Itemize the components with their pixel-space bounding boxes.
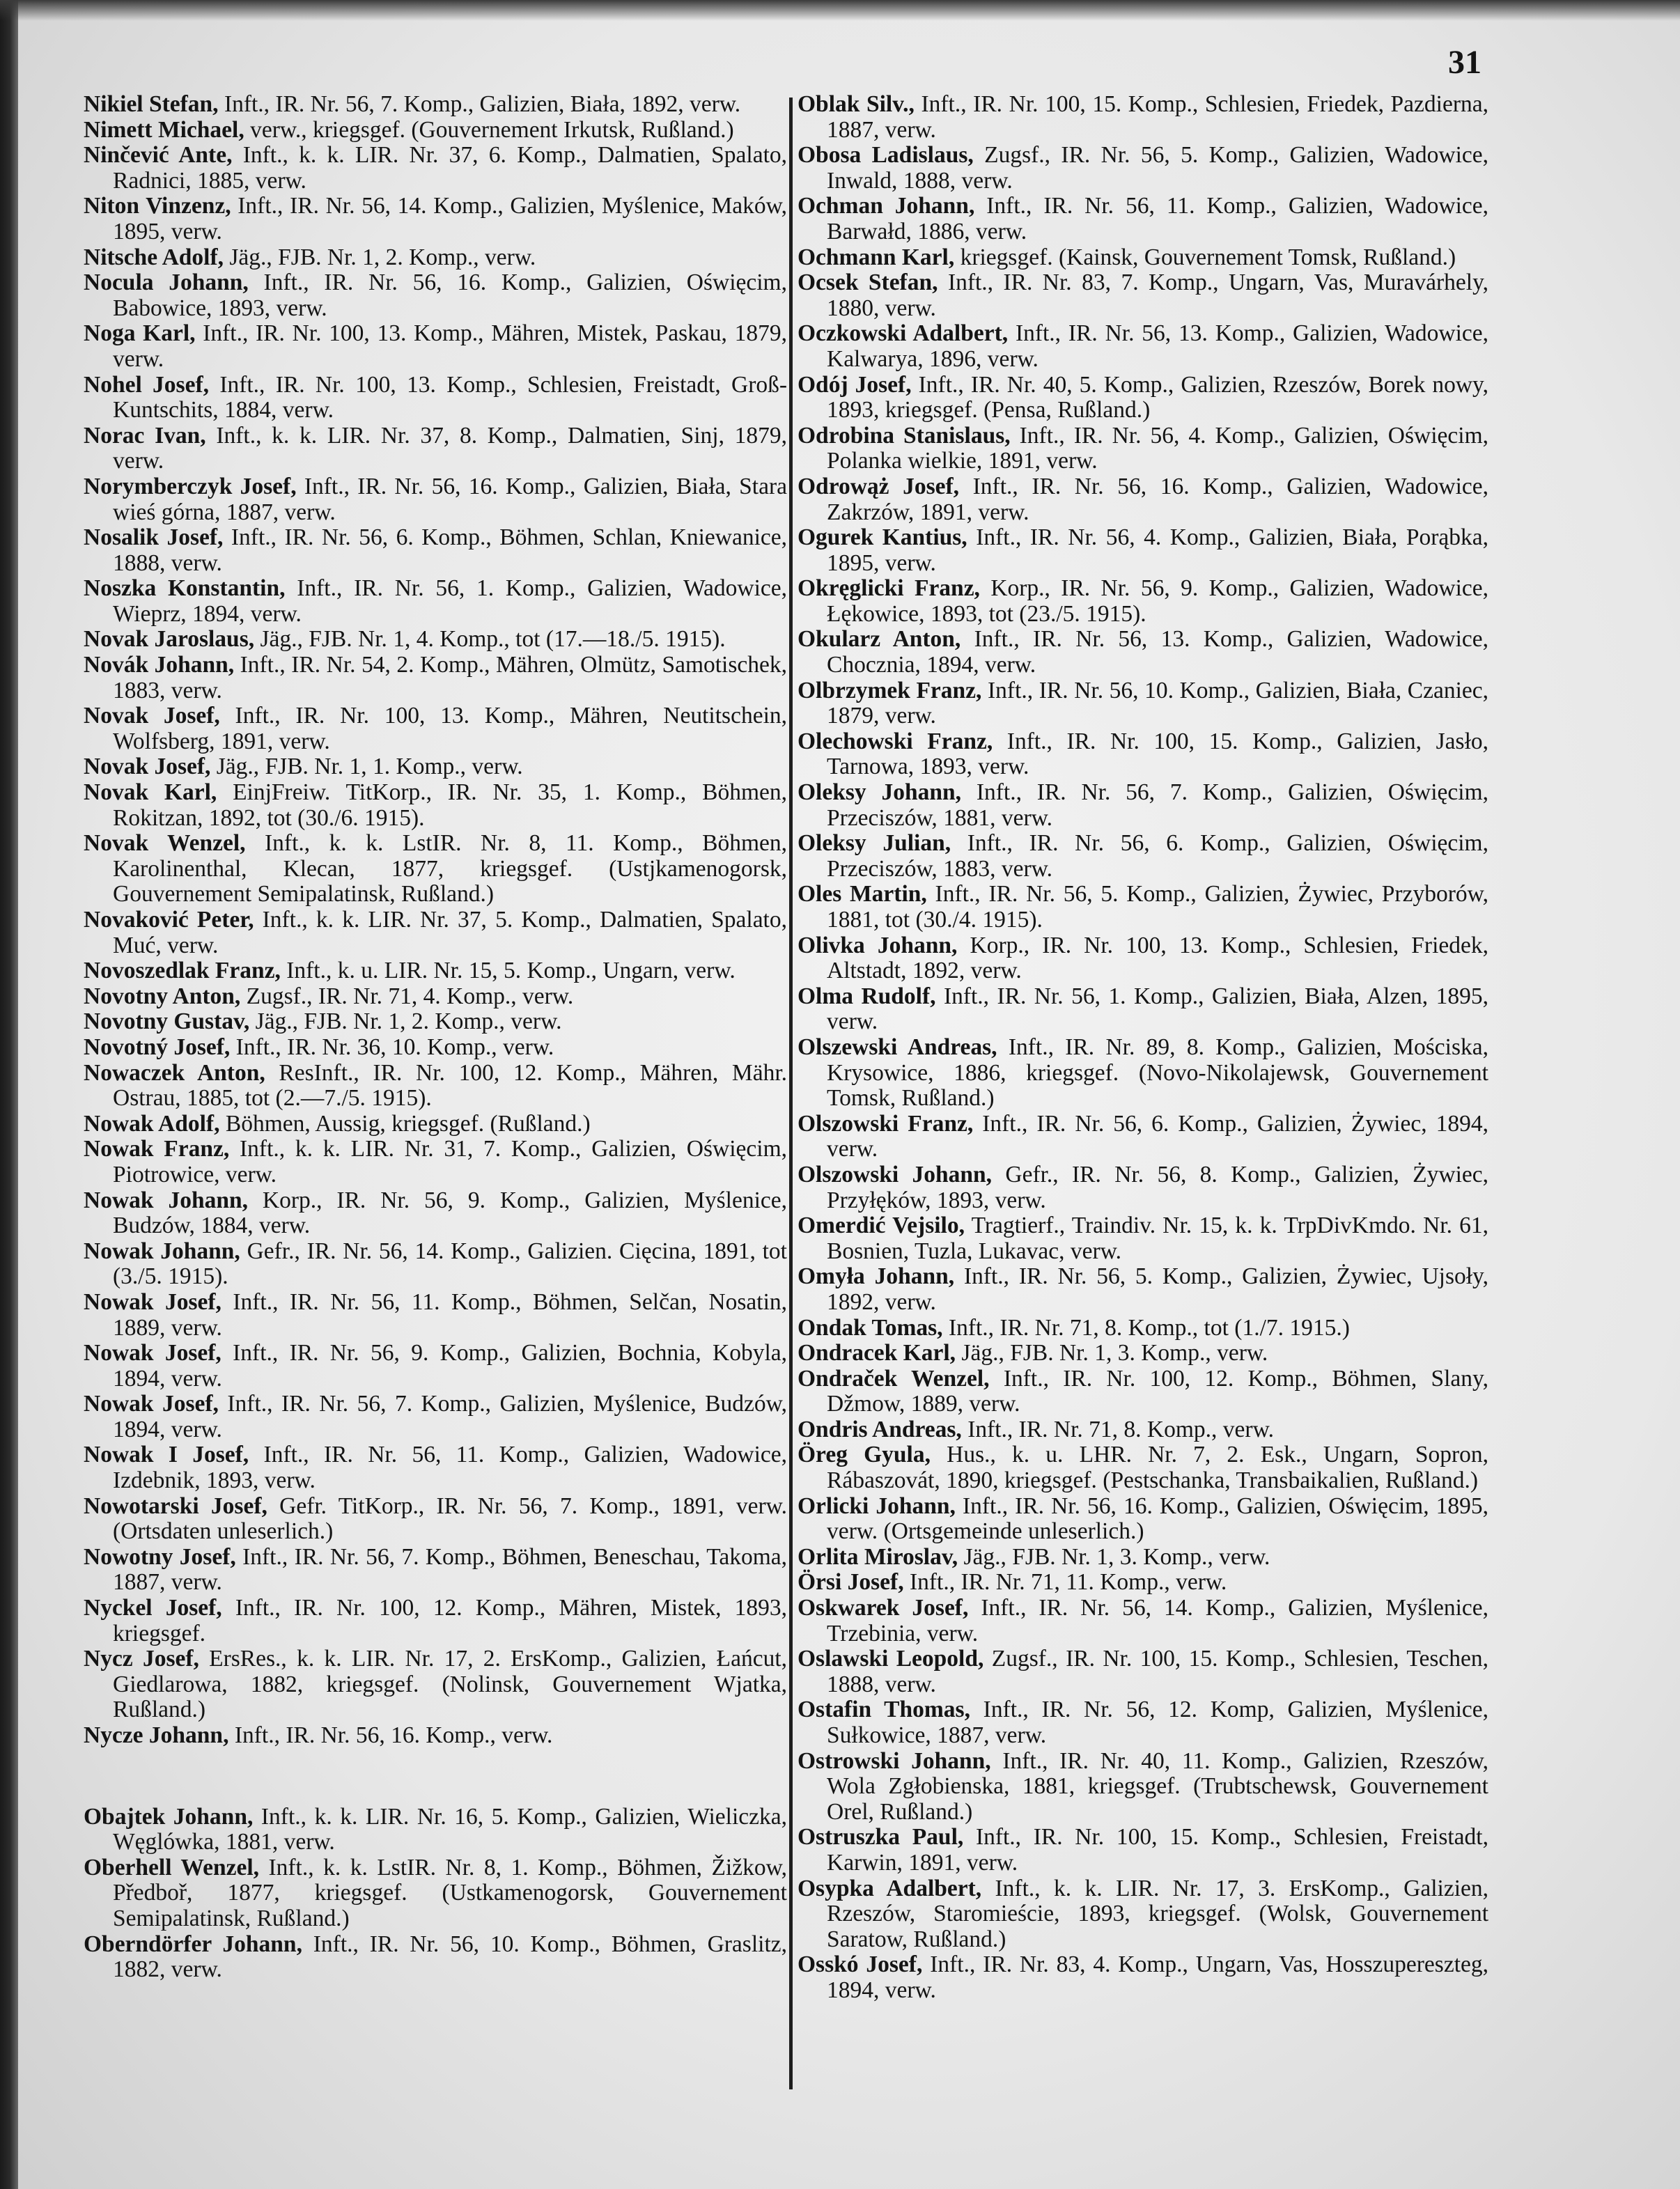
- list-entry: [798, 373, 1488, 423]
- entry-details: Inft., IR. Nr. 100, 12. Komp., Böhmen, Slany, Džmow, 1889, verw.: [827, 1365, 1488, 1417]
- entry-details: EinjFreiw. TitKorp., IR. Nr. 35, 1. Komp., Böhmen, Rokitzan, 1892, tot (30./6. 1915).: [113, 779, 787, 831]
- entry-details: Inft., IR. Nr. 56, 10. Komp., Galizien, Biała, Czaniec, 1879, verw.: [827, 677, 1488, 729]
- entry-name: Oblak Silv.,: [798, 91, 915, 117]
- entry-details: Inft., IR. Nr. 54, 2. Komp., Mähren, Olmütz, Samotischek, 1883, verw.: [113, 652, 788, 703]
- list-entry: [798, 1570, 1488, 1596]
- list-entry: [798, 474, 1488, 525]
- entry-details: Inft., IR. Nr. 40, 11. Komp., Galizien, Rzeszów, Wola Zgłobienska, 1881, kriegsgef. (Trubtschewsk, Gouvernement Orel, Rußland.): [827, 1747, 1488, 1825]
- entry-name: Nowotarski Josef,: [84, 1493, 267, 1519]
- entry-name: Novaković Peter,: [84, 907, 254, 933]
- entry-details: Inft., k. u. LIR. Nr. 15, 5. Komp., Ungarn, verw.: [286, 958, 736, 984]
- entry-name: Nitsche Adolf,: [84, 244, 224, 270]
- list-entry: [84, 423, 787, 474]
- entry-name: Okularz Anton,: [798, 626, 961, 653]
- entry-details: Inft., IR. Nr. 100, 13. Komp., Mähren, Neutitschein, Wolfsberg, 1891, verw.: [113, 703, 787, 754]
- list-entry: [798, 576, 1488, 627]
- entry-details: Inft., IR. Nr. 56, 14. Komp., Galizien, Myślenice, Maków, 1895, verw.: [113, 193, 788, 244]
- entry-name: Orlita Miroslav,: [798, 1543, 958, 1570]
- entry-details: Korp., IR. Nr. 56, 9. Komp., Galizien, Wadowice, Łękowice, 1893, tot (23./5. 1915).: [827, 575, 1488, 627]
- entry-details: Inft., k. k. LIR. Nr. 16, 5. Komp., Galizien, Wieliczka, Węglówka, 1881, verw.: [113, 1803, 787, 1855]
- list-entry: [798, 882, 1488, 933]
- entry-details: Inft., IR. Nr. 83, 4. Komp., Ungarn, Vas, Hosszupereszteg, 1894, verw.: [827, 1952, 1489, 2003]
- entry-details: Inft., IR. Nr. 56, 11. Komp., Galizien, Wadowice, Barwałd, 1886, verw.: [827, 193, 1488, 244]
- list-entry: [84, 92, 787, 118]
- entry-details: Inft., IR. Nr. 56, 6. Komp., Galizien, Oświęcim, Przeciszów, 1883, verw.: [827, 830, 1488, 882]
- entry-details: Tragtierf., Traindiv. Nr. 15, k. k. TrpDivKmdo. Nr. 61, Bosnien, Tuzla, Lukavac, verw.: [827, 1213, 1488, 1264]
- entry-name: Obajtek Johann,: [84, 1803, 254, 1830]
- entry-name: Oslawski Leopold,: [798, 1646, 984, 1672]
- list-entry: [84, 525, 787, 576]
- list-entry: [84, 245, 787, 271]
- list-entry: [84, 780, 787, 831]
- list-entry: [798, 678, 1488, 729]
- entry-name: Olivka Johann,: [798, 932, 958, 958]
- entry-name: Nimett Michael,: [84, 116, 244, 143]
- list-entry: [84, 627, 787, 653]
- list-entry: [84, 474, 787, 525]
- entry-details: Inft., IR. Nr. 100, 15. Komp., Schlesien, Friedek, Pazdierna, 1887, verw.: [827, 91, 1488, 143]
- entry-name: Oles Martin,: [798, 881, 927, 907]
- entry-name: Novak Josef,: [84, 703, 220, 729]
- entry-details: Inft., IR. Nr. 100, 15. Komp., Galizien, Jasło, Tarnowa, 1893, verw.: [827, 728, 1489, 780]
- list-entry: [84, 907, 787, 958]
- entry-details: Inft., IR. Nr. 56, 9. Komp., Galizien, Bochnia, Kobyla, 1894, verw.: [113, 1340, 788, 1392]
- entry-name: Norac Ivan,: [84, 422, 206, 449]
- entry-name: Ocsek Stefan,: [798, 270, 938, 296]
- list-entry: [798, 92, 1488, 143]
- list-entry: [84, 831, 787, 907]
- list-entry: [798, 1876, 1488, 1953]
- entry-details: Inft., IR. Nr. 83, 7. Komp., Ungarn, Vas, Muravárhely, 1880, verw.: [827, 270, 1489, 321]
- entry-name: Olszowski Johann,: [798, 1161, 993, 1187]
- list-entry: [798, 270, 1488, 321]
- entry-name: Osypka Adalbert,: [798, 1875, 982, 1901]
- entry-name: Nowotny Josef,: [84, 1543, 236, 1570]
- entry-name: Niton Vinzenz,: [84, 193, 231, 219]
- entry-name: Olma Rudolf,: [798, 983, 936, 1009]
- list-entry: [798, 1545, 1488, 1571]
- entry-name: Oberndörfer Johann,: [84, 1931, 302, 1957]
- entry-name: Ochman Johann,: [798, 193, 975, 219]
- entry-details: Inft., IR. Nr. 36, 10. Komp., verw.: [235, 1034, 554, 1060]
- list-entry: [798, 1112, 1488, 1162]
- list-entry: [798, 1213, 1488, 1264]
- entry-details: Inft., IR. Nr. 100, 13. Komp., Schlesien, Freistadt, Groß-Kuntschits, 1884, verw.: [113, 371, 788, 423]
- entry-name: Obosa Ladislaus,: [798, 142, 974, 169]
- entry-name: Ostruszka Paul,: [798, 1824, 964, 1851]
- entry-name: Novák Johann,: [84, 652, 235, 678]
- list-entry: [84, 1112, 787, 1137]
- list-entry: [84, 1723, 787, 1749]
- list-entry: [84, 321, 787, 372]
- list-entry: [84, 1646, 787, 1723]
- entry-name: Nowak Johann,: [84, 1238, 240, 1264]
- entry-details: Inft., IR. Nr. 56, 5. Komp., Galizien, Żywiec, Przyborów, 1881, tot (30./4. 1915).: [827, 881, 1489, 933]
- list-entry: [84, 576, 787, 627]
- list-entry: [84, 1392, 787, 1442]
- entry-details: Inft., k. k. LstIR. Nr. 8, 11. Komp., Böhmen, Karolinenthal, Klecan, 1877, kriegsgef. (Ustjkamenogorsk, Gouvernement Semipalatinsk, Rußland.): [113, 830, 787, 907]
- entry-name: Nocula Johann,: [84, 270, 249, 296]
- list-entry: [84, 984, 787, 1010]
- entry-name: Ogurek Kantius,: [798, 524, 967, 551]
- entry-details: Gefr., IR. Nr. 56, 14. Komp., Galizien. Cięcina, 1891, tot (3./5. 1915).: [113, 1238, 787, 1290]
- entry-name: Odrowąż Josef,: [798, 473, 960, 499]
- entry-details: Inft., IR. Nr. 100, 12. Komp., Mähren, Mistek, 1893, kriegsgef.: [113, 1595, 788, 1646]
- list-entry: [798, 780, 1488, 831]
- entry-details: Zugsf., IR. Nr. 100, 15. Komp., Schlesien, Teschen, 1888, verw.: [827, 1646, 1488, 1697]
- entry-name: Omerdić Vejsilo,: [798, 1213, 965, 1239]
- entry-name: Nycz Josef,: [84, 1646, 199, 1672]
- entry-details: Inft., IR. Nr. 71, 8. Komp., tot (1./7. 1915.): [948, 1314, 1350, 1341]
- list-entry: [84, 1442, 787, 1493]
- entry-details: Jäg., FJB. Nr. 1, 2. Komp., verw.: [255, 1008, 562, 1035]
- entry-details: ErsRes., k. k. LIR. Nr. 17, 2. ErsKomp., Galizien, Łańcut, Giedlarowa, 1882, kriegsgef. (Nolinsk, Gouvernement Wjatka, Rußland.): [113, 1646, 788, 1723]
- entry-details: Korp., IR. Nr. 100, 13. Komp., Schlesien, Friedek, Altstadt, 1892, verw.: [827, 932, 1488, 984]
- list-entry: [84, 1932, 787, 1983]
- entry-name: Novotný Josef,: [84, 1034, 231, 1060]
- list-entry: [798, 1494, 1488, 1545]
- list-entry: [84, 1341, 787, 1392]
- entry-details: Inft., IR. Nr. 71, 8. Komp., verw.: [967, 1416, 1274, 1442]
- entry-name: Olszewski Andreas,: [798, 1034, 997, 1060]
- list-entry: [798, 525, 1488, 576]
- entry-name: Ostafin Thomas,: [798, 1697, 970, 1723]
- entry-name: Ninčević Ante,: [84, 142, 233, 169]
- entry-name: Okręglicki Franz,: [798, 575, 980, 602]
- list-entry: [798, 1316, 1488, 1341]
- entry-name: Odój Josef,: [798, 371, 912, 398]
- list-entry: [798, 831, 1488, 882]
- entry-name: Oberhell Wenzel,: [84, 1854, 259, 1880]
- list-entry: [84, 958, 787, 984]
- entry-details: kriegsgef. (Kainsk, Gouvernement Tomsk, Rußland.): [960, 244, 1456, 270]
- entry-name: Orlicki Johann,: [798, 1493, 956, 1519]
- entry-details: Inft., IR. Nr. 40, 5. Komp., Galizien, Rzeszów, Borek nowy, 1893, kriegsgef. (Pensa, Rußland.): [827, 371, 1489, 423]
- entry-details: Inft., IR. Nr. 71, 11. Komp., verw.: [909, 1569, 1227, 1596]
- entry-name: Nowak Josef,: [84, 1340, 221, 1366]
- entry-name: Novotny Gustav,: [84, 1008, 250, 1035]
- entry-details: Inft., IR. Nr. 56, 5. Komp., Galizien, Żywiec, Ujsoły, 1892, verw.: [827, 1263, 1488, 1315]
- list-entry: [84, 1494, 787, 1545]
- entry-name: Nowak Josef,: [84, 1391, 219, 1417]
- entry-name: Novoszedlak Franz,: [84, 958, 281, 984]
- entry-name: Öreg Gyula,: [798, 1442, 931, 1468]
- entry-details: Inft., IR. Nr. 56, 12. Komp, Galizien, Myślenice, Sułkowice, 1887, verw.: [827, 1697, 1488, 1748]
- entry-name: Olechowski Franz,: [798, 728, 993, 754]
- right-column: [798, 92, 1488, 2004]
- list-entry: [798, 1596, 1488, 1646]
- entry-details: Inft., k. k. LIR. Nr. 31, 7. Komp., Galizien, Oświęcim, Piotrowice, verw.: [113, 1136, 788, 1187]
- entry-details: Inft., k. k. LstIR. Nr. 8, 1. Komp., Böhmen, Žižkow, Předboř, 1877, kriegsgef. (Ustkamenogorsk, Gouvernement Semipalatinsk, Rußland.): [113, 1854, 788, 1931]
- entry-details: Jäg., FJB. Nr. 1, 1. Komp., verw.: [216, 754, 523, 780]
- entry-details: Inft., IR. Nr. 56, 16. Komp., Galizien, Oświęcim, 1895, verw. (Ortsgemeinde unleserlich.): [827, 1493, 1488, 1545]
- column-divider: [789, 98, 793, 2089]
- list-entry: [84, 1239, 787, 1290]
- entry-name: Nycze Johann,: [84, 1722, 229, 1748]
- entry-name: Olszowski Franz,: [798, 1110, 974, 1137]
- entry-name: Örsi Josef,: [798, 1569, 904, 1596]
- list-entry: [798, 143, 1488, 194]
- entry-details: Inft., IR. Nr. 100, 13. Komp., Mähren, Mistek, Paskau, 1879, verw.: [113, 320, 787, 372]
- list-entry: [798, 984, 1488, 1035]
- list-entry: [84, 1009, 787, 1035]
- list-entry: [84, 653, 787, 703]
- entry-details: Inft., k. k. LIR. Nr. 37, 8. Komp., Dalmatien, Sinj, 1879, verw.: [113, 422, 788, 474]
- entry-name: Ostrowski Johann,: [798, 1747, 991, 1774]
- entry-name: Noszka Konstantin,: [84, 575, 286, 602]
- entry-details: verw., kriegsgef. (Gouvernement Irkutsk, Rußland.): [250, 116, 734, 143]
- entry-name: Nosalik Josef,: [84, 524, 224, 551]
- entry-name: Ondraček Wenzel,: [798, 1365, 990, 1392]
- entry-name: Oleksy Johann,: [798, 779, 961, 806]
- entry-details: Inft., IR. Nr. 56, 1. Komp., Galizien, Wadowice, Wieprz, 1894, verw.: [113, 575, 787, 627]
- list-entry: [84, 1188, 787, 1239]
- list-entry: [84, 1137, 787, 1187]
- entry-name: Noga Karl,: [84, 320, 196, 347]
- entry-details: Inft., IR. Nr. 56, 13. Komp., Galizien, Wadowice, Chocznia, 1894, verw.: [827, 626, 1489, 678]
- entry-name: Nikiel Stefan,: [84, 91, 219, 117]
- list-entry: [798, 1264, 1488, 1315]
- list-entry: [84, 754, 787, 780]
- entry-details: Inft., k. k. LIR. Nr. 17, 3. ErsKomp., Galizien, Rzeszów, Staromieście, 1893, kriegsgef. (Wolsk, Gouvernement Saratow, Rußland.): [827, 1875, 1489, 1952]
- entry-details: Inft., IR. Nr. 56, 6. Komp., Galizien, Żywiec, 1894, verw.: [827, 1110, 1489, 1162]
- list-entry: [84, 703, 787, 754]
- list-entry: [84, 1061, 787, 1112]
- list-entry: [84, 1805, 787, 1855]
- list-entry: [798, 423, 1488, 474]
- entry-details: ResInft., IR. Nr. 100, 12. Komp., Mähren, Mähr. Ostrau, 1885, tot (2.—7./5. 1915).: [113, 1059, 788, 1112]
- list-entry: [84, 1596, 787, 1646]
- entry-details: Inft., IR. Nr. 89, 8. Komp., Galizien, Mościska, Krysowice, 1886, kriegsgef. (Novo-Nikolajewsk, Gouvernement Tomsk, Rußland.): [827, 1034, 1489, 1112]
- entry-name: Olbrzymek Franz,: [798, 677, 982, 703]
- entry-name: Ondak Tomas,: [798, 1314, 943, 1341]
- list-entry: [798, 1341, 1488, 1366]
- list-entry: [798, 245, 1488, 271]
- entry-details: Jäg., FJB. Nr. 1, 3. Komp., verw.: [963, 1543, 1270, 1570]
- list-entry: [84, 373, 787, 423]
- entry-details: Inft., IR. Nr. 56, 16. Komp., Galizien, Oświęcim, Babowice, 1893, verw.: [113, 270, 787, 321]
- entry-details: Inft., IR. Nr. 56, 16. Komp., Galizien, Biała, Stara wieś górna, 1887, verw.: [113, 473, 788, 525]
- entry-details: Jäg., FJB. Nr. 1, 3. Komp., verw.: [961, 1340, 1268, 1366]
- list-entry: [798, 1035, 1488, 1112]
- entry-details: Gefr., IR. Nr. 56, 8. Komp., Galizien, Żywiec, Przyłęków, 1893, verw.: [827, 1161, 1488, 1213]
- scan-top-shadow: [0, 0, 1680, 21]
- entry-name: Ondris Andreas,: [798, 1416, 962, 1442]
- list-entry: [84, 1545, 787, 1596]
- entry-details: Inft., IR. Nr. 56, 14. Komp., Galizien, Myślenice, Trzebinia, verw.: [827, 1595, 1489, 1646]
- entry-name: Ondracek Karl,: [798, 1340, 956, 1366]
- entry-details: Inft., IR. Nr. 56, 16. Komp., verw.: [234, 1722, 553, 1748]
- list-entry: [798, 933, 1488, 984]
- list-entry: [798, 1825, 1488, 1876]
- entry-name: Oczkowski Adalbert,: [798, 320, 1009, 347]
- list-entry: [798, 1697, 1488, 1748]
- entry-details: Inft., IR. Nr. 56, 7. Komp., Galizien, Myślenice, Budzów, 1894, verw.: [113, 1391, 788, 1442]
- list-entry: [84, 118, 787, 143]
- list-entry: [798, 729, 1488, 780]
- entry-name: Oleksy Julian,: [798, 830, 951, 857]
- entry-name: Nowak Adolf,: [84, 1110, 220, 1137]
- list-entry: [798, 1417, 1488, 1443]
- list-entry: [798, 1646, 1488, 1697]
- entry-name: Novak Jaroslaus,: [84, 626, 255, 653]
- entry-name: Nowak Franz,: [84, 1136, 230, 1162]
- list-entry: [84, 194, 787, 244]
- entry-name: Osskó Josef,: [798, 1952, 923, 1978]
- entry-details: Zugsf., IR. Nr. 56, 5. Komp., Galizien, Wadowice, Inwald, 1888, verw.: [827, 142, 1488, 194]
- entry-name: Novak Karl,: [84, 779, 217, 806]
- scan-binding-edge: [0, 0, 18, 2189]
- entry-details: Inft., IR. Nr. 56, 7. Komp., Galizien, Biała, 1892, verw.: [224, 91, 741, 117]
- entry-name: Ochmann Karl,: [798, 244, 955, 270]
- list-entry: [798, 1366, 1488, 1417]
- entry-details: Böhmen, Aussig, kriegsgef. (Rußland.): [225, 1110, 591, 1137]
- list-entry: [84, 1035, 787, 1061]
- entry-details: Inft., IR. Nr. 56, 4. Komp., Galizien, Biała, Porąbka, 1895, verw.: [827, 524, 1488, 576]
- entry-details: Hus., k. u. LHR. Nr. 7, 2. Esk., Ungarn, Sopron, Rábaszovát, 1890, kriegsgef. (Pestschanka, Transbaikalien, Rußland.): [827, 1442, 1489, 1494]
- entry-details: Jäg., FJB. Nr. 1, 4. Komp., tot (17.—18./5. 1915).: [260, 626, 726, 653]
- entry-name: Novak Wenzel,: [84, 830, 246, 857]
- entry-details: Inft., k. k. LIR. Nr. 37, 5. Komp., Dalmatien, Spalato, Muć, verw.: [113, 907, 787, 958]
- list-entry: [798, 1442, 1488, 1493]
- list-entry: [798, 194, 1488, 244]
- section-gap: [84, 1749, 787, 1805]
- entry-details: Gefr. TitKorp., IR. Nr. 56, 7. Komp., 1891, verw. (Ortsdaten unleserlich.): [113, 1493, 788, 1545]
- list-entry: [798, 1162, 1488, 1213]
- left-column: [84, 92, 787, 1983]
- entry-details: Inft., IR. Nr. 56, 6. Komp., Böhmen, Schlan, Kniewanice, 1888, verw.: [113, 524, 787, 576]
- entry-details: Inft., IR. Nr. 56, 7. Komp., Böhmen, Beneschau, Takoma, 1887, verw.: [113, 1543, 788, 1596]
- entry-name: Novak Josef,: [84, 754, 211, 780]
- entry-name: Nyckel Josef,: [84, 1595, 222, 1621]
- list-entry: [84, 143, 787, 194]
- entry-name: Odrobina Stanislaus,: [798, 422, 1011, 449]
- entry-details: Inft., IR. Nr. 56, 16. Komp., Galizien, Wadowice, Zakrzów, 1891, verw.: [827, 473, 1489, 525]
- entry-name: Oskwarek Josef,: [798, 1595, 969, 1621]
- entry-details: Inft., IR. Nr. 100, 15. Komp., Schlesien, Freistadt, Karwin, 1891, verw.: [827, 1824, 1488, 1876]
- entry-details: Inft., IR. Nr. 56, 11. Komp., Galizien, Wadowice, Izdebnik, 1893, verw.: [113, 1442, 787, 1494]
- entry-details: Jäg., FJB. Nr. 1, 2. Komp., verw.: [229, 244, 536, 270]
- entry-name: Nowak Josef,: [84, 1288, 221, 1315]
- list-entry: [798, 627, 1488, 678]
- page-number: 31: [1448, 44, 1481, 81]
- entry-details: Inft., IR. Nr. 56, 13. Komp., Galizien, Wadowice, Kalwarya, 1896, verw.: [827, 320, 1489, 372]
- list-entry: [798, 1749, 1488, 1825]
- entry-name: Nowak I Josef,: [84, 1442, 249, 1468]
- entry-details: Inft., k. k. LIR. Nr. 37, 6. Komp., Dalmatien, Spalato, Radnici, 1885, verw.: [113, 142, 788, 194]
- entry-details: Inft., IR. Nr. 56, 11. Komp., Böhmen, Selčan, Nosatin, 1889, verw.: [113, 1288, 788, 1341]
- list-entry: [84, 270, 787, 321]
- entry-details: Korp., IR. Nr. 56, 9. Komp., Galizien, Myślenice, Budzów, 1884, verw.: [113, 1187, 787, 1239]
- entry-name: Omyła Johann,: [798, 1263, 955, 1290]
- entry-name: Norymberczyk Josef,: [84, 473, 297, 499]
- list-entry: [798, 1952, 1488, 2003]
- entry-details: Inft., IR. Nr. 56, 1. Komp., Galizien, Biała, Alzen, 1895, verw.: [827, 983, 1488, 1035]
- entry-name: Nowaczek Anton,: [84, 1059, 265, 1086]
- list-entry: [84, 1290, 787, 1341]
- list-entry: [798, 321, 1488, 372]
- entry-details: Inft., IR. Nr. 56, 7. Komp., Galizien, Oświęcim, Przeciszów, 1881, verw.: [827, 779, 1488, 831]
- entry-name: Novotny Anton,: [84, 983, 241, 1009]
- entry-name: Nowak Johann,: [84, 1187, 248, 1213]
- entry-details: Zugsf., IR. Nr. 71, 4. Komp., verw.: [246, 983, 574, 1009]
- entry-name: Nohel Josef,: [84, 371, 209, 398]
- list-entry: [84, 1855, 787, 1932]
- entry-details: Inft., IR. Nr. 56, 10. Komp., Böhmen, Graslitz, 1882, verw.: [113, 1931, 788, 1983]
- entry-details: Inft., IR. Nr. 56, 4. Komp., Galizien, Oświęcim, Polanka wielkie, 1891, verw.: [827, 422, 1489, 474]
